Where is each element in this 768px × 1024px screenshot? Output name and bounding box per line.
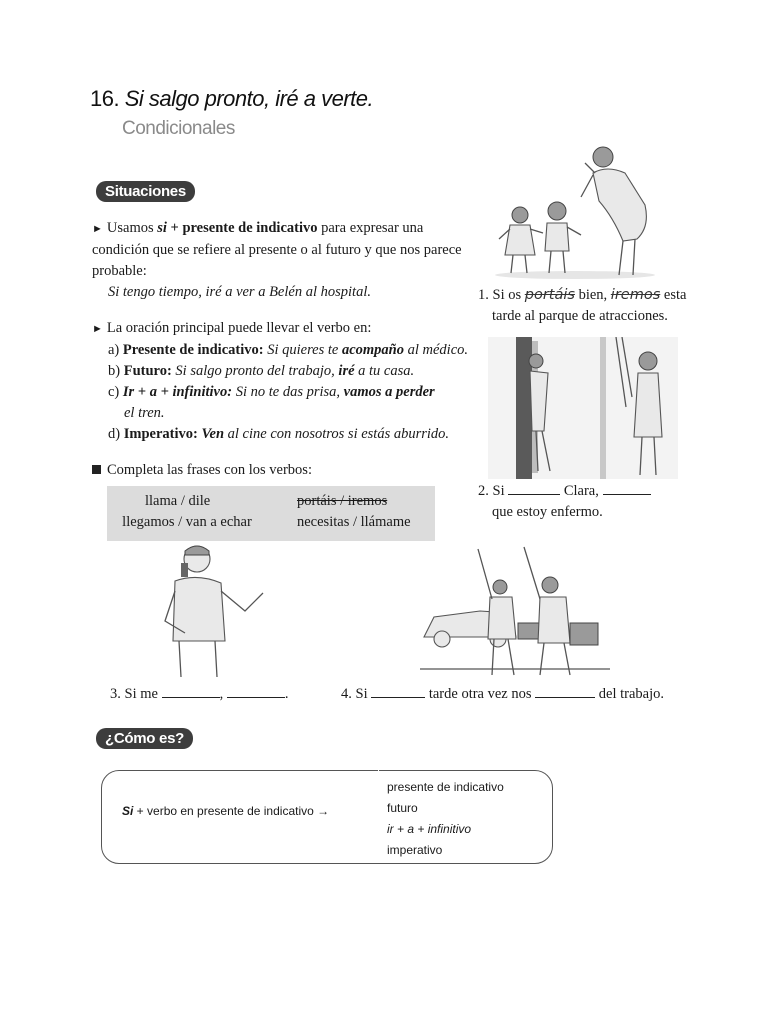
summary-option: presente de indicativo — [387, 780, 504, 794]
exercise-instruction: Completa las frases con los verbos: — [92, 460, 312, 481]
summary-option: futuro — [387, 801, 418, 815]
summary-option: imperativo — [387, 843, 443, 857]
mother-children-illustration — [495, 143, 675, 281]
bullet-arrow-icon: ► — [92, 223, 103, 235]
como-es-badge: ¿Cómo es? — [96, 728, 193, 749]
intro-paragraph: ► Usamos si + presente de indicativo para expresar una condición que se refiere al presente o al futuro y que nos parece probable: Si tengo tiempo, iré a ver a Belén al hospital. — [92, 220, 462, 300]
list-item-c: c) Ir + a + infinitivo: Si no te das prisa, vamos a perder el tren. — [108, 384, 435, 421]
exercise-item-3: 3. Si me , . — [110, 686, 289, 702]
square-bullet-icon — [92, 465, 101, 474]
verb-box — [107, 486, 435, 541]
summary-left: Si + verbo en presente de indicativo → — [122, 804, 330, 818]
page-title — [90, 86, 373, 112]
answer-blank[interactable] — [508, 493, 560, 495]
intro-example: Si tengo tiempo, iré a ver a Belén al hospital. — [108, 284, 371, 300]
man-phone-illustration — [155, 541, 275, 681]
answer-blank[interactable] — [371, 696, 425, 698]
verb-option: llama / dile — [145, 493, 211, 509]
answer-blank[interactable] — [603, 493, 651, 495]
exercise-item-2: 2. Si Clara, que estoy enfermo. — [478, 481, 651, 523]
list-item-a: a) Presente de indicativo: Si quieres te acompaño al médico. — [108, 342, 469, 358]
exercise-item-1: 1. Si os portáis bien, iremos esta tarde al parque de atracciones. — [478, 287, 687, 324]
car-men-illustration — [420, 541, 610, 681]
door-woman-illustration — [488, 337, 678, 479]
answer-blank[interactable] — [227, 696, 285, 698]
main-clause-section: ► La oración principal puede llevar el verbo en: a) Presente de indicativo: Si quieres te acompaño al médico. b) Futuro: Si salgo pronto del trabajo, iré a tu casa. c) Ir + a + infinitivo: Si no te das prisa, vamos a perder el tren. d) Imperativo: Ven al cine con nosotros si estás aburrido. — [92, 318, 477, 445]
exercise-item-4: 4. Si tarde otra vez nos del trabajo. — [341, 686, 664, 702]
answer-blank[interactable] — [162, 696, 220, 698]
page-subtitle: Condicionales — [122, 118, 235, 139]
summary-option: ir + a + infinitivo — [387, 822, 472, 836]
verb-option-crossed: portáis / iremos — [297, 493, 388, 509]
unit-title: Si salgo pronto, iré a verte. — [124, 86, 374, 111]
situaciones-badge: Situaciones — [96, 181, 195, 202]
unit-number: 16. — [90, 86, 120, 111]
list-item-d: d) Imperativo: Ven al cine con nosotros si estás aburrido. — [108, 426, 450, 442]
list-item-b: b) Futuro: Si salgo pronto del trabajo, iré a tu casa. — [108, 363, 415, 379]
bullet-arrow-icon: ► — [92, 323, 103, 335]
verb-option: necesitas / llámame — [297, 514, 411, 530]
summary-options — [387, 777, 504, 861]
verb-option: llegamos / van a echar — [122, 514, 252, 530]
answer-blank[interactable] — [535, 696, 595, 698]
